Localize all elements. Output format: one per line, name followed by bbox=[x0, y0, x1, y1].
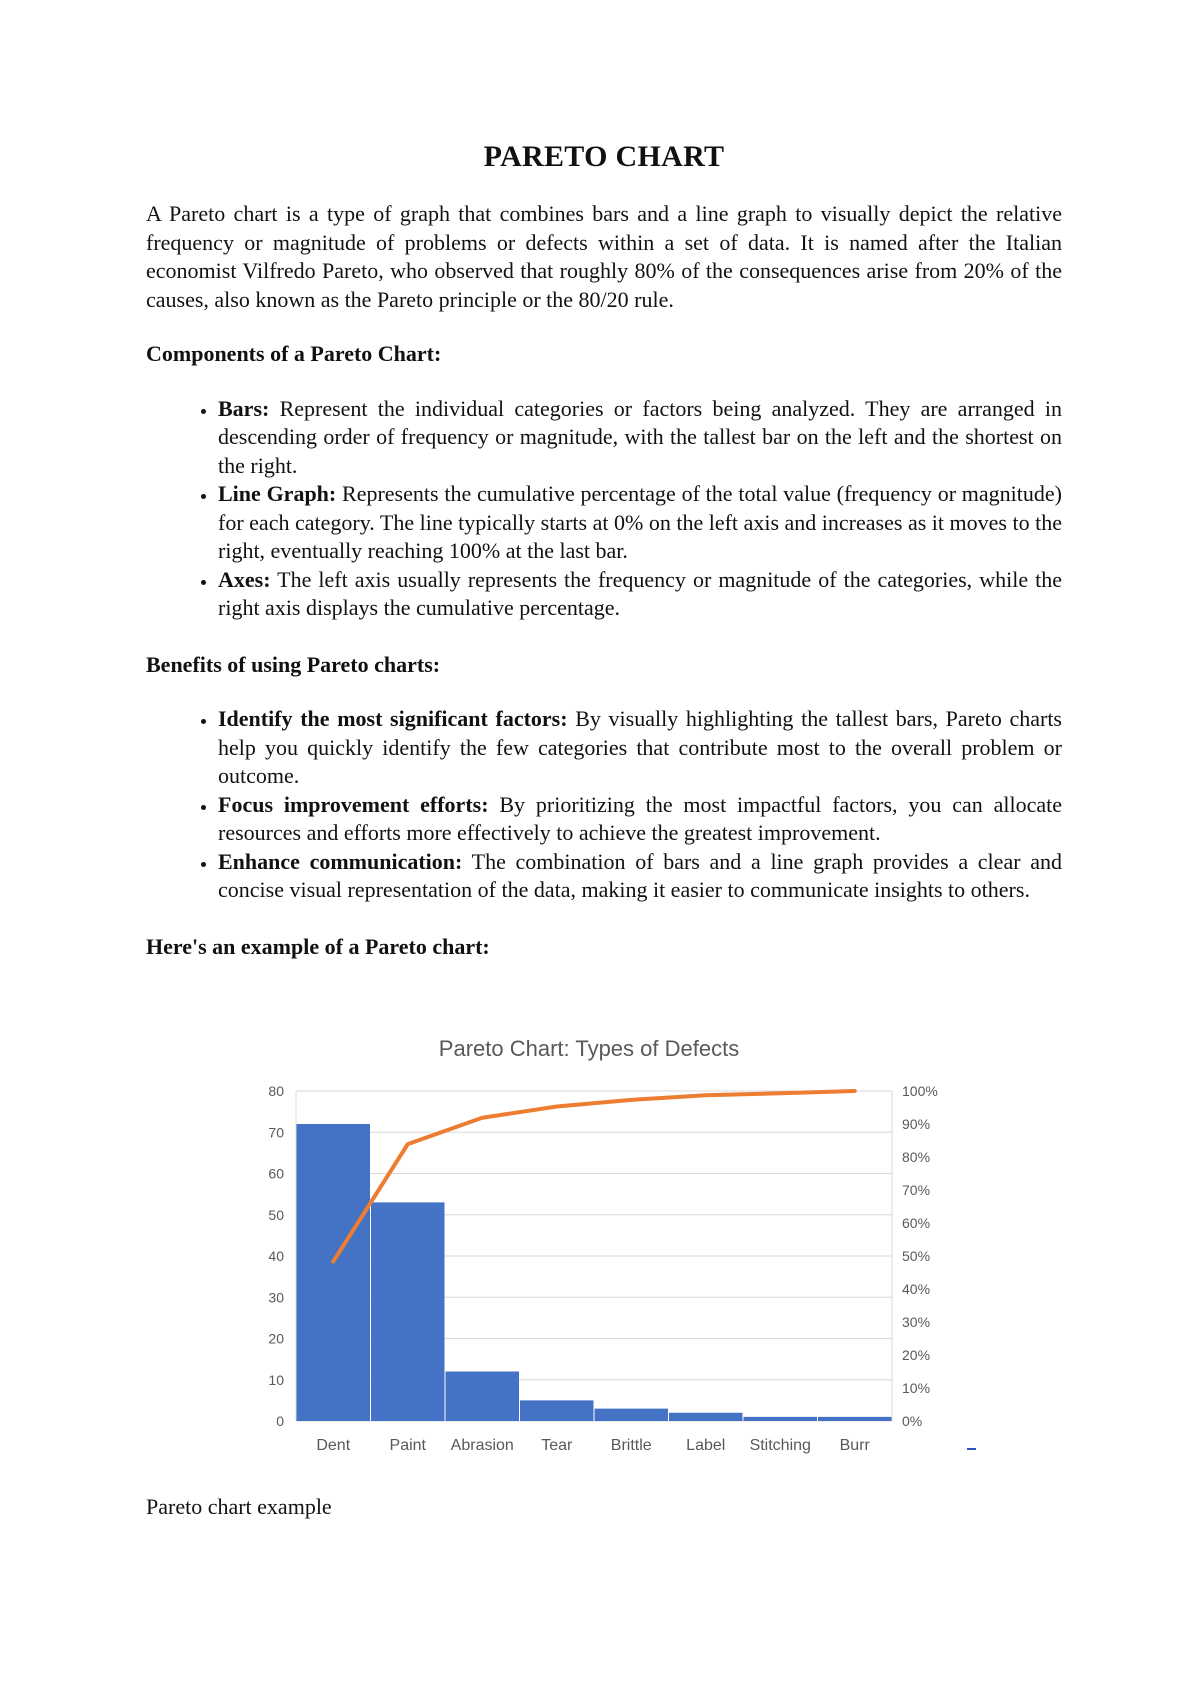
list-item bbox=[218, 395, 1062, 481]
list-item-text: The combination of bars and a line graph provides a clear and concise visual representation of the data, making it easier to communicate insights to others. bbox=[218, 848, 1062, 902]
bar bbox=[297, 1124, 371, 1421]
y2-tick-label: 100% bbox=[902, 1083, 938, 1099]
y2-tick-label: 0% bbox=[902, 1413, 923, 1429]
y-tick-label: 50 bbox=[268, 1206, 284, 1223]
chart-title: Pareto Chart: Types of Defects bbox=[438, 1036, 740, 1061]
y-tick-label: 30 bbox=[268, 1289, 284, 1306]
components-list bbox=[146, 395, 1062, 623]
bar bbox=[818, 1417, 892, 1421]
list-item bbox=[218, 848, 1062, 905]
example-heading: Here's an example of a Pareto chart: bbox=[146, 933, 490, 959]
y2-tick-label: 30% bbox=[902, 1314, 931, 1330]
list-item bbox=[218, 791, 1062, 848]
pareto-chart bbox=[226, 1020, 996, 1480]
x-tick-label: Brittle bbox=[610, 1437, 652, 1454]
list-item-term: Axes: bbox=[218, 566, 271, 592]
list-item bbox=[218, 566, 1062, 623]
list-item-term: Enhance communication: bbox=[218, 848, 463, 874]
components-heading: Components of a Pareto Chart: bbox=[146, 341, 442, 366]
x-tick-label: Burr bbox=[839, 1437, 870, 1454]
y-tick-label: 80 bbox=[268, 1083, 284, 1099]
y2-tick-label: 10% bbox=[902, 1380, 931, 1396]
bar bbox=[744, 1417, 818, 1421]
bar bbox=[371, 1202, 445, 1421]
document-body bbox=[146, 140, 1062, 987]
x-tick-label: Paint bbox=[389, 1437, 426, 1454]
y2-tick-label: 50% bbox=[902, 1248, 931, 1264]
bar bbox=[669, 1413, 743, 1421]
list-item-text: The left axis usually represents the frequency or magnitude of the categories, while the right axis displays the cumulative percentage. bbox=[218, 566, 1062, 620]
x-tick-label: Label bbox=[686, 1437, 726, 1454]
benefits-heading: Benefits of using Pareto charts: bbox=[146, 651, 441, 677]
page-title: PARETO CHART bbox=[483, 140, 725, 173]
list-item-term: Bars: bbox=[218, 395, 270, 421]
y2-tick-label: 80% bbox=[902, 1149, 931, 1165]
bar bbox=[446, 1372, 520, 1422]
bar bbox=[595, 1409, 669, 1421]
list-item-text: Represent the individual categories or factors being analyzed. They are arranged in descending order of frequency or magnitude, with the tallest bar on the left and the shortest on the right. bbox=[218, 395, 1062, 478]
list-item bbox=[218, 705, 1062, 791]
benefits-list bbox=[146, 705, 1062, 905]
list-item-text: Represents the cumulative percentage of the total value (frequency or magnitude) for each category. The line typically starts at 0% on the left axis and increases as it moves to the right, eventually reaching 100% at the last bar. bbox=[218, 481, 1062, 563]
pareto-chart-svg bbox=[226, 1020, 996, 1480]
y-tick-label: 60 bbox=[268, 1165, 284, 1182]
y-tick-label: 20 bbox=[268, 1330, 284, 1347]
x-tick-label: Tear bbox=[541, 1437, 573, 1454]
x-tick-label: Abrasion bbox=[450, 1437, 514, 1454]
y-tick-label: 40 bbox=[268, 1248, 284, 1264]
y2-tick-label: 90% bbox=[902, 1116, 931, 1132]
chart-caption: Pareto chart example bbox=[146, 1494, 332, 1519]
y2-tick-label: 20% bbox=[902, 1347, 931, 1363]
x-tick-label: Dent bbox=[316, 1437, 351, 1454]
intro-paragraph: A Pareto chart is a type of graph that combines bars and a line graph to visually depict the relative frequency or magnitude of problems or defects within a set of data. It is named after the Italian economist Vilfredo Pareto, who observed that roughly 80% of the consequences arise from 20% of the causes, also known as the Pareto principle or the 80/20 rule. bbox=[146, 201, 1062, 312]
list-item bbox=[218, 480, 1062, 566]
stray-dash-mark bbox=[967, 1448, 976, 1450]
y-tick-label: 70 bbox=[268, 1124, 284, 1141]
y2-tick-label: 60% bbox=[902, 1215, 931, 1231]
x-tick-label: Stitching bbox=[749, 1437, 811, 1454]
list-item-term: Identify the most significant factors: bbox=[218, 706, 568, 731]
y-tick-label: 10 bbox=[268, 1371, 284, 1388]
list-item-term: Focus improvement efforts: bbox=[218, 791, 489, 817]
list-item-text: By visually highlighting the tallest bars, Pareto charts help you quickly identify the few categories that contribute most to the overall problem or outcome. bbox=[218, 706, 1062, 788]
list-item-term: Line Graph: bbox=[218, 481, 337, 506]
y-tick-label: 0 bbox=[276, 1413, 284, 1429]
y2-tick-label: 70% bbox=[902, 1182, 931, 1198]
y2-tick-label: 40% bbox=[902, 1281, 931, 1297]
list-item-text: By prioritizing the most impactful factors, you can allocate resources and efforts more effectively to achieve the greatest improvement. bbox=[218, 791, 1063, 845]
bar bbox=[520, 1400, 594, 1421]
